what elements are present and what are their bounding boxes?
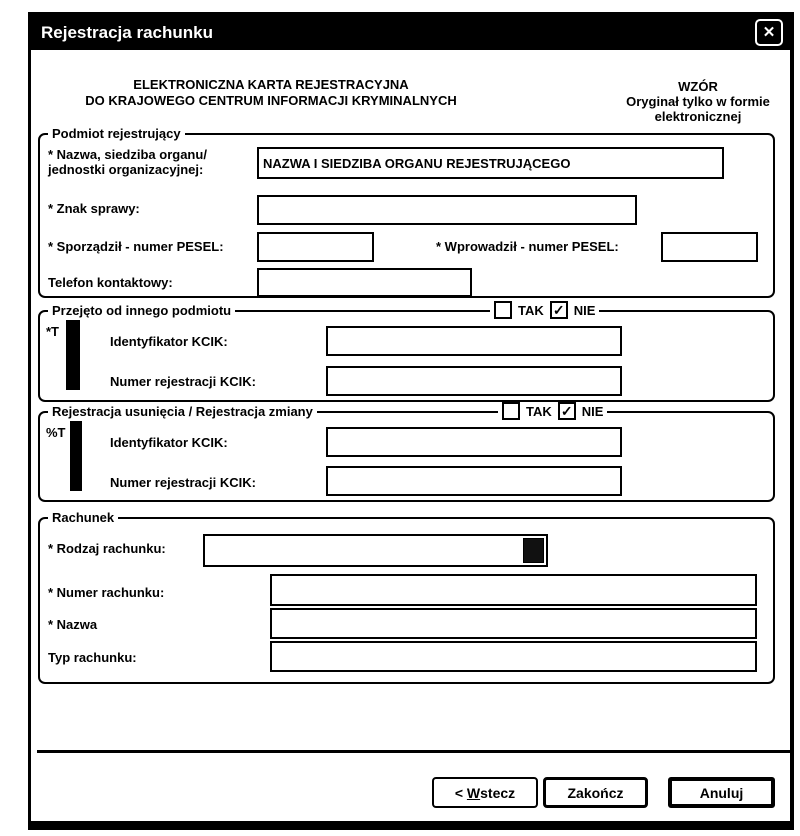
- check-icon: ✓: [560, 403, 573, 419]
- nazwa-siedziba-input[interactable]: [257, 147, 724, 179]
- close-icon: ✕: [762, 24, 776, 41]
- form-heading-line2: DO KRAJOWEGO CENTRUM INFORMACJI KRYMINALNYCH: [85, 93, 457, 108]
- znak-sprawy-input[interactable]: [257, 195, 637, 225]
- przejeto-marker-bar: [66, 320, 80, 390]
- przejeto-numer-rejestracji-label: Numer rejestracji KCIK:: [110, 374, 256, 389]
- wstecz-accelerator: W: [466, 784, 481, 801]
- przejeto-identyfikator-label: Identyfikator KCIK:: [110, 334, 228, 349]
- rodzaj-rachunku-label: * Rodzaj rachunku:: [48, 541, 166, 556]
- nazwa-siedziba-label: [48, 147, 207, 177]
- window-title: Rejestracja rachunku: [41, 23, 213, 42]
- group-podmiot-rejestrujacy: [38, 126, 775, 298]
- wstecz-rest: stecz: [480, 784, 516, 801]
- zmiana-numer-rejestracji-input[interactable]: [326, 466, 622, 496]
- typ-rachunku-label: Typ rachunku:: [48, 650, 137, 665]
- telefon-label: Telefon kontaktowy:: [48, 275, 173, 290]
- wprowadzil-pesel-label: * Wprowadził - numer PESEL:: [436, 239, 619, 254]
- wstecz-button[interactable]: [432, 777, 538, 808]
- numer-rachunku-input[interactable]: [270, 574, 757, 606]
- title-bar: [31, 15, 790, 50]
- group-rachunek-title: Rachunek: [48, 510, 118, 525]
- zmiana-marker: %T: [46, 425, 66, 440]
- zmiana-tak-label: TAK: [526, 403, 552, 419]
- numer-rachunku-label: * Numer rachunku:: [48, 585, 165, 600]
- form-heading-line1: ELEKTRONICZNA KARTA REJESTRACYJNA: [133, 77, 409, 92]
- group-przejeto: [38, 302, 775, 402]
- sporzadzil-pesel-input[interactable]: [257, 232, 374, 262]
- zmiana-tak-checkbox[interactable]: [502, 402, 520, 420]
- zmiana-nie-label: NIE: [581, 403, 604, 419]
- przejeto-marker: *T: [46, 324, 59, 339]
- group-rachunek: [38, 510, 775, 684]
- watermark-line1: WZÓR: [678, 79, 718, 94]
- wstecz-prefix: <: [454, 784, 467, 801]
- nazwa-input[interactable]: [270, 608, 757, 639]
- zakoncz-button[interactable]: Zakończ: [543, 777, 648, 808]
- rodzaj-rachunku-combobox[interactable]: [203, 534, 548, 567]
- zmiana-nie-checkbox[interactable]: [558, 402, 576, 420]
- zmiana-numer-rejestracji-label: Numer rejestracji KCIK:: [110, 475, 256, 490]
- wprowadzil-pesel-input[interactable]: [661, 232, 758, 262]
- przejeto-identyfikator-input[interactable]: [326, 326, 622, 356]
- przejeto-nie-label: NIE: [573, 302, 596, 318]
- anuluj-button[interactable]: Anuluj: [668, 777, 775, 808]
- group-przejeto-title: Przejęto od innego podmiotu: [48, 303, 235, 318]
- group-zmiana-title: Rejestracja usunięcia / Rejestracja zmiany: [48, 404, 317, 419]
- zmiana-tak-nie-row: [498, 402, 607, 420]
- group-rejestracja-zmiany: [38, 403, 775, 502]
- sporzadzil-pesel-label: * Sporządził - numer PESEL:: [48, 239, 224, 254]
- form-watermark: [614, 79, 782, 124]
- zmiana-marker-bar: [70, 421, 82, 491]
- przejeto-numer-rejestracji-input[interactable]: [326, 366, 622, 396]
- watermark-line2: Oryginał tylko w formie: [626, 94, 770, 109]
- przejeto-tak-nie-row: [490, 301, 599, 319]
- nazwa-siedziba-label-line2: jednostki organizacyjnej:: [48, 162, 204, 177]
- zmiana-identyfikator-input[interactable]: [326, 427, 622, 457]
- nazwa-siedziba-label-line1: * Nazwa, siedziba organu/: [48, 147, 207, 162]
- watermark-line3: elektronicznej: [654, 109, 742, 124]
- typ-rachunku-input[interactable]: [270, 641, 757, 672]
- close-button[interactable]: [755, 19, 783, 46]
- przejeto-nie-checkbox[interactable]: [550, 301, 568, 319]
- footer-separator: [37, 750, 791, 753]
- telefon-input[interactable]: [257, 268, 472, 297]
- form-heading: [51, 77, 491, 109]
- przejeto-tak-label: TAK: [518, 302, 544, 318]
- registration-dialog: [28, 12, 794, 830]
- group-podmiot-title: Podmiot rejestrujący: [48, 126, 185, 141]
- zmiana-identyfikator-label: Identyfikator KCIK:: [110, 435, 228, 450]
- combobox-dropdown-button[interactable]: [523, 538, 544, 563]
- przejeto-tak-checkbox[interactable]: [494, 301, 512, 319]
- check-icon: ✓: [552, 302, 565, 318]
- znak-sprawy-label: * Znak sprawy:: [48, 201, 140, 216]
- nazwa-label: * Nazwa: [48, 617, 98, 632]
